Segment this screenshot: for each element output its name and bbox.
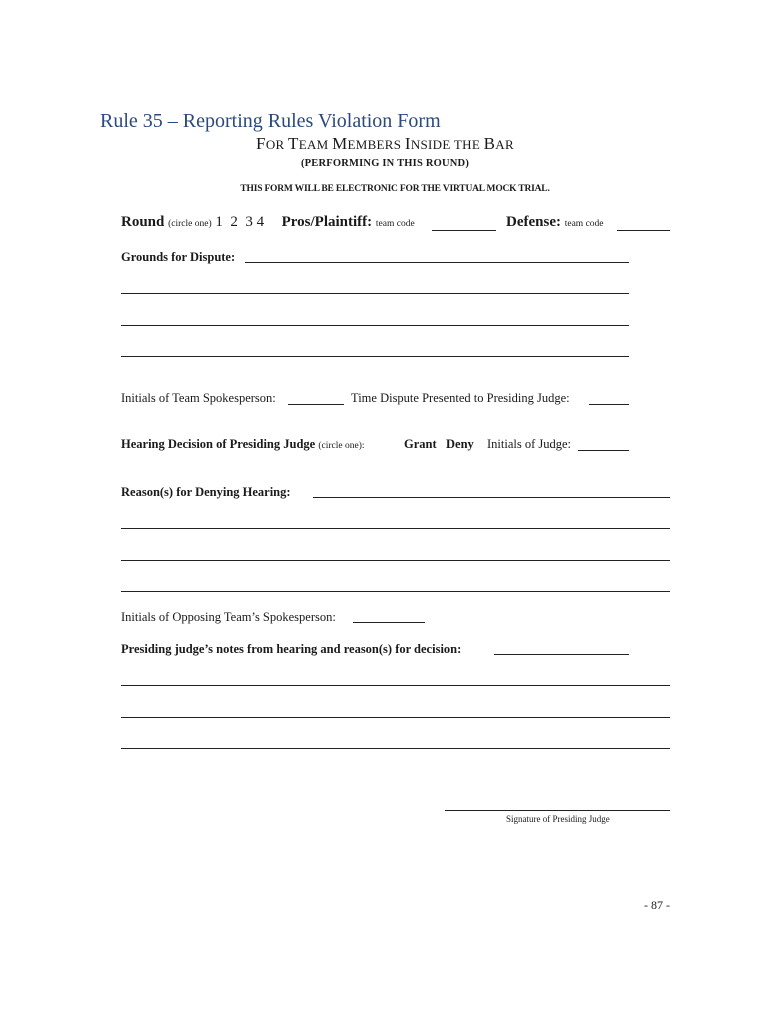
judge-notes-line-3[interactable]	[121, 717, 670, 718]
judge-notes-line-1[interactable]	[494, 654, 629, 655]
time-dispute-field[interactable]	[589, 404, 629, 405]
hearing-decision-row	[121, 437, 365, 452]
defense-team-code-label: team code	[564, 219, 604, 229]
round-row	[121, 214, 415, 231]
judge-initials-label: Initials of Judge:	[487, 437, 572, 451]
electronic-note: THIS FORM WILL BE ELECTRONIC FOR THE VIRTUAL MOCK TRIAL.	[240, 184, 550, 194]
denying-reasons-line-1[interactable]	[313, 497, 670, 498]
subtitle-i: I	[404, 134, 411, 153]
grounds-field-line-2[interactable]	[121, 293, 629, 294]
performing-note: (PERFORMING IN THIS ROUND)	[300, 158, 470, 169]
subtitle-eam: EAM	[298, 137, 333, 152]
pros-team-code-field[interactable]	[432, 230, 496, 231]
judge-notes-line-2[interactable]	[121, 685, 670, 686]
page-number: - 87 -	[644, 898, 670, 912]
denying-reasons-label: Reason(s) for Denying Hearing:	[121, 485, 291, 499]
form-title: Rule 35 – Reporting Rules Violation Form	[100, 110, 441, 132]
time-dispute-label: Time Dispute Presented to Presiding Judge:	[351, 391, 570, 405]
denying-reasons-line-2[interactable]	[121, 528, 670, 529]
grounds-field-line-3[interactable]	[121, 325, 629, 326]
hearing-label: Hearing Decision of Presiding Judge	[121, 437, 316, 451]
form-subtitle	[0, 134, 770, 154]
denying-reasons-line-3[interactable]	[121, 560, 670, 561]
subtitle-embers: EMBERS	[347, 137, 405, 152]
grounds-field-line-4[interactable]	[121, 356, 629, 357]
signature-label: Signature of Presiding Judge	[506, 814, 610, 824]
hearing-circle-note: (circle one):	[318, 441, 365, 451]
subtitle-m: M	[332, 134, 348, 153]
grounds-field-line-1[interactable]	[245, 262, 629, 263]
judge-notes-line-4[interactable]	[121, 748, 670, 749]
opposing-initials-label: Initials of Opposing Team’s Spokesperson:	[121, 610, 336, 624]
round-label: Round	[121, 214, 165, 230]
defense-team-code-field[interactable]	[617, 230, 670, 231]
spokesperson-initials-label: Initials of Team Spokesperson:	[121, 391, 276, 405]
grant-option[interactable]: Grant	[404, 437, 437, 451]
deny-option[interactable]: Deny	[446, 437, 474, 451]
subtitle-b: B	[483, 134, 496, 153]
judge-initials-field[interactable]	[578, 450, 629, 451]
pros-team-code-label: team code	[375, 219, 415, 229]
defense-group	[506, 214, 604, 231]
subtitle-ar: AR	[495, 137, 514, 152]
round-numbers[interactable]: 1 2 3 4	[215, 214, 265, 230]
subtitle-f: F	[256, 134, 266, 153]
subtitle-t: T	[288, 134, 299, 153]
pros-label: Pros/Plaintiff:	[281, 214, 373, 230]
denying-reasons-line-4[interactable]	[121, 591, 670, 592]
signature-field[interactable]	[445, 810, 670, 811]
judge-notes-label: Presiding judge’s notes from hearing and reason(s) for decision:	[121, 642, 462, 656]
subtitle-nside: NSIDE THE	[410, 137, 484, 152]
defense-label: Defense:	[506, 214, 561, 230]
subtitle-or: OR	[265, 137, 289, 152]
opposing-initials-field[interactable]	[353, 622, 425, 623]
grounds-label: Grounds for Dispute:	[121, 250, 236, 264]
spokesperson-initials-field[interactable]	[288, 404, 344, 405]
round-circle-note: (circle one)	[168, 219, 212, 229]
